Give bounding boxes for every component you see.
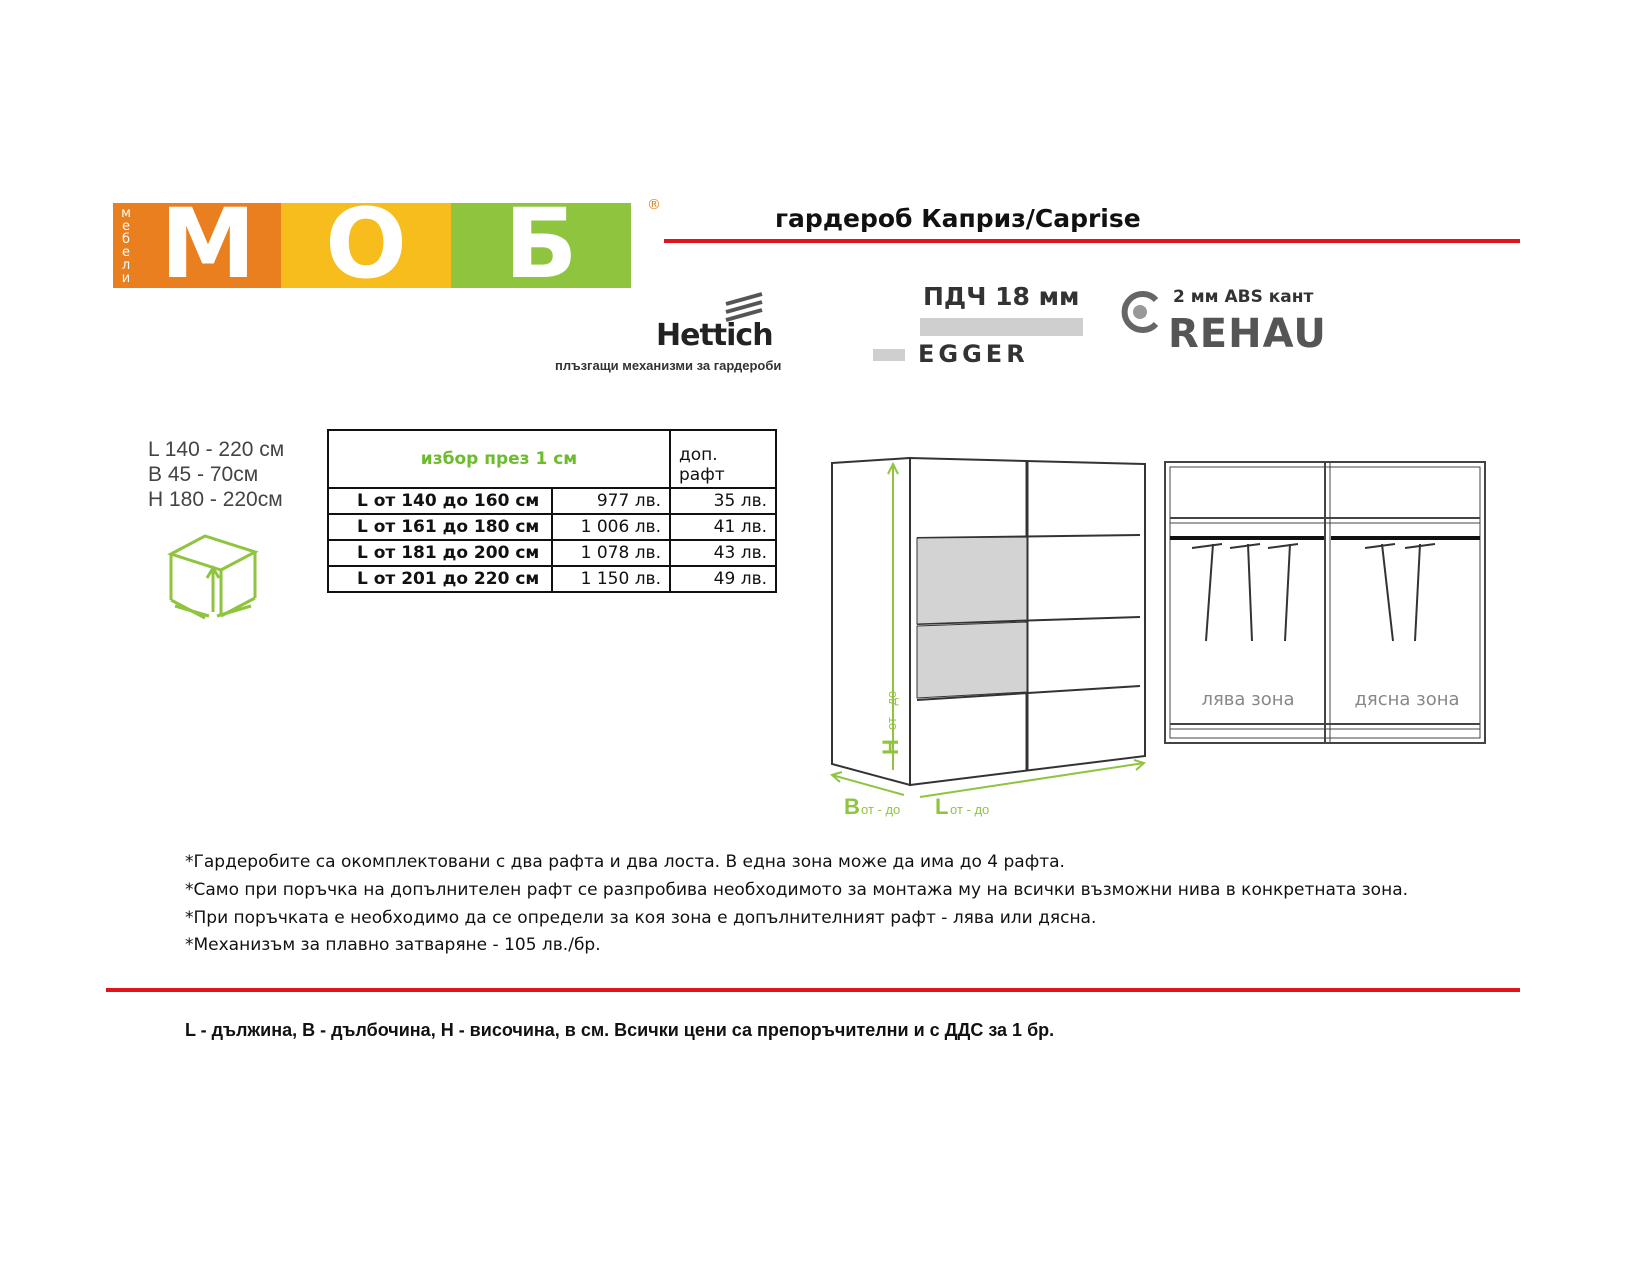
logo-side-text: мебели: [121, 206, 131, 286]
logo-letter-m: М: [160, 188, 256, 300]
row-price: 1 078 лв.: [552, 540, 670, 566]
dimension-length: L 140 - 220 см: [148, 438, 285, 461]
legend-text: L - дължина, B - дълбочина, H - височина, в см. Всички цени са препоръчителни и с ДДС за 1 бр.: [185, 1020, 1055, 1040]
table-header-row: [328, 430, 776, 488]
logo-letter-b: Б: [504, 188, 578, 300]
row-size: L от 181 до 200 см: [328, 540, 552, 566]
edge-label: 2 мм ABS кант: [1173, 287, 1314, 307]
rehau-logo: REHAU: [1168, 311, 1327, 357]
row-shelf-price: 41 лв.: [670, 514, 776, 540]
diagram-l-label: L: [935, 794, 949, 819]
table-row: [328, 566, 776, 592]
diagram-l-range: от - до: [950, 802, 990, 817]
note-item: *При поръчката е необходимо да се определи за коя зона е допълнителният рафт - лява или дясна.: [185, 908, 1097, 928]
right-zone-label: дясна зона: [1354, 689, 1460, 710]
board-label: ПДЧ 18 мм: [923, 282, 1080, 311]
top-red-rule: [664, 239, 1520, 243]
wardrobe-diagrams: [820, 445, 1510, 825]
note-item: *Механизъм за плавно затваряне - 105 лв./бр.: [185, 935, 601, 955]
egger-mark-icon: [873, 349, 905, 361]
header-choice: избор през 1 см: [328, 430, 670, 488]
header-shelf: доп. рафт: [670, 430, 776, 488]
row-price: 977 лв.: [552, 488, 670, 514]
row-shelf-price: 49 лв.: [670, 566, 776, 592]
table-row: [328, 540, 776, 566]
page-title: гардероб Каприз/Caprise: [775, 204, 1141, 233]
board-swatch: [920, 318, 1083, 336]
row-shelf-price: 35 лв.: [670, 488, 776, 514]
logo-block-orange: [113, 188, 281, 300]
table-row: [328, 514, 776, 540]
diagram-h-range: от - до: [884, 690, 899, 730]
dimension-depth: B 45 - 70см: [148, 463, 259, 486]
left-zone-label: лява зона: [1201, 689, 1295, 710]
egger-logo: EGGER: [918, 340, 1029, 368]
rehau-circle-icon: [1118, 290, 1162, 334]
row-size: L от 140 до 160 см: [328, 488, 552, 514]
row-size: L от 201 до 220 см: [328, 566, 552, 592]
note-item: *Гардеробите са окомплектовани с два рафта и два лоста. В една зона може да има до 4 рафта.: [185, 852, 1065, 872]
row-price: 1 006 лв.: [552, 514, 670, 540]
note-item: *Само при поръчка на допълнителен рафт се разпробива необходимото за монтажа му на всички възможни нива в конкретната зона.: [185, 880, 1409, 900]
logo-block-yellow: [281, 188, 451, 300]
diagram-b-range: от - до: [861, 802, 901, 817]
hettich-subtitle: плъзгащи механизми за гардероби: [555, 358, 782, 373]
logo-letter-o: О: [325, 188, 407, 300]
table-row: [328, 488, 776, 514]
mob-logo: [113, 188, 661, 300]
row-shelf-price: 43 лв.: [670, 540, 776, 566]
diagram-h-label: H: [878, 739, 903, 755]
cube-dimensions-icon: [165, 530, 260, 625]
hettich-logo: Hettich: [656, 318, 773, 353]
registered-mark: ®: [647, 197, 661, 213]
dimension-height: H 180 - 220см: [148, 488, 283, 511]
logo-block-green: [451, 188, 631, 300]
row-price: 1 150 лв.: [552, 566, 670, 592]
diagram-b-label: B: [844, 794, 860, 819]
row-size: L от 161 до 180 см: [328, 514, 552, 540]
price-table: [327, 429, 777, 593]
bottom-red-rule: [106, 988, 1520, 992]
